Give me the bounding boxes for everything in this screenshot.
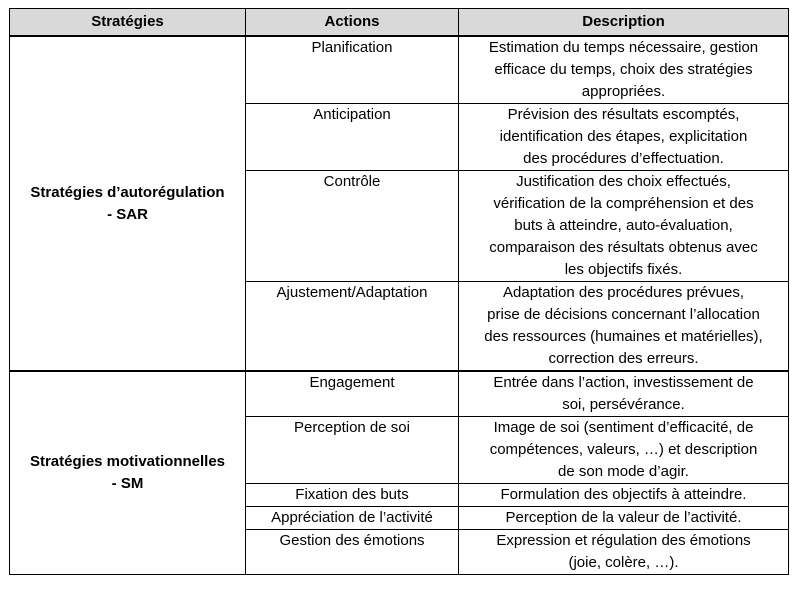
table-row — [10, 371, 789, 417]
description-cell — [459, 282, 789, 372]
description-line: Image de soi (sentiment d’efficacité, de — [493, 419, 754, 436]
description-line: Formulation des objectifs à atteindre. — [500, 486, 747, 503]
header-actions: Actions — [246, 9, 459, 37]
description-cell — [459, 104, 789, 171]
description-cell — [459, 530, 789, 575]
description-line: comparaison des résultats obtenus avec — [489, 239, 758, 256]
table-row — [10, 36, 789, 104]
header-description: Description — [459, 9, 789, 37]
description-line: correction des erreurs. — [548, 350, 699, 367]
strategy-code: - SAR — [107, 205, 148, 223]
description-line: vérification de la compréhension et des — [493, 195, 754, 212]
description-line: efficace du temps, choix des stratégies — [494, 61, 753, 78]
action-cell: Planification — [246, 36, 459, 104]
action-cell: Perception de soi — [246, 417, 459, 484]
table-body — [10, 36, 789, 575]
description-line: compétences, valeurs, …) et description — [489, 441, 758, 458]
description-cell — [459, 36, 789, 104]
description-line: (joie, colère, …). — [568, 554, 679, 571]
strategy-cell — [10, 371, 246, 575]
action-cell: Fixation des buts — [246, 484, 459, 507]
description-line: Perception de la valeur de l’activité. — [505, 509, 742, 526]
description-cell — [459, 171, 789, 282]
action-cell: Anticipation — [246, 104, 459, 171]
description-cell — [459, 484, 789, 507]
description-line: buts à atteindre, auto-évaluation, — [514, 217, 733, 234]
action-cell: Contrôle — [246, 171, 459, 282]
description-line: soi, persévérance. — [562, 396, 685, 413]
strategy-cell — [10, 36, 246, 371]
description-line: les objectifs fixés. — [564, 261, 683, 278]
description-line: de son mode d’agir. — [558, 463, 689, 480]
action-cell: Gestion des émotions — [246, 530, 459, 575]
description-line: Expression et régulation des émotions — [496, 532, 751, 549]
action-cell: Engagement — [246, 371, 459, 417]
strategy-name: Stratégies d’autorégulation — [30, 183, 225, 201]
description-line: Prévision des résultats escomptés, — [507, 106, 740, 123]
description-line: Justification des choix effectués, — [516, 173, 731, 190]
header-strategies: Stratégies — [10, 9, 246, 37]
description-cell — [459, 507, 789, 530]
description-cell — [459, 371, 789, 417]
strategies-table — [9, 8, 789, 575]
description-cell — [459, 417, 789, 484]
description-line: Estimation du temps nécessaire, gestion — [488, 39, 759, 56]
description-line: prise de décisions concernant l’allocation — [487, 306, 760, 323]
description-line: Adaptation des procédures prévues, — [503, 284, 744, 301]
description-line: appropriées. — [581, 83, 666, 100]
description-line: Entrée dans l’action, investissement de — [493, 374, 754, 391]
description-line: des procédures d’effectuation. — [523, 150, 724, 167]
action-cell: Appréciation de l’activité — [246, 507, 459, 530]
action-cell: Ajustement/Adaptation — [246, 282, 459, 372]
description-line: des ressources (humaines et matérielles), — [484, 328, 763, 345]
description-line: identification des étapes, explicitation — [499, 128, 748, 145]
header-row — [10, 9, 789, 37]
strategy-code: - SM — [111, 475, 144, 492]
strategy-name: Stratégies motivationnelles — [29, 453, 226, 470]
